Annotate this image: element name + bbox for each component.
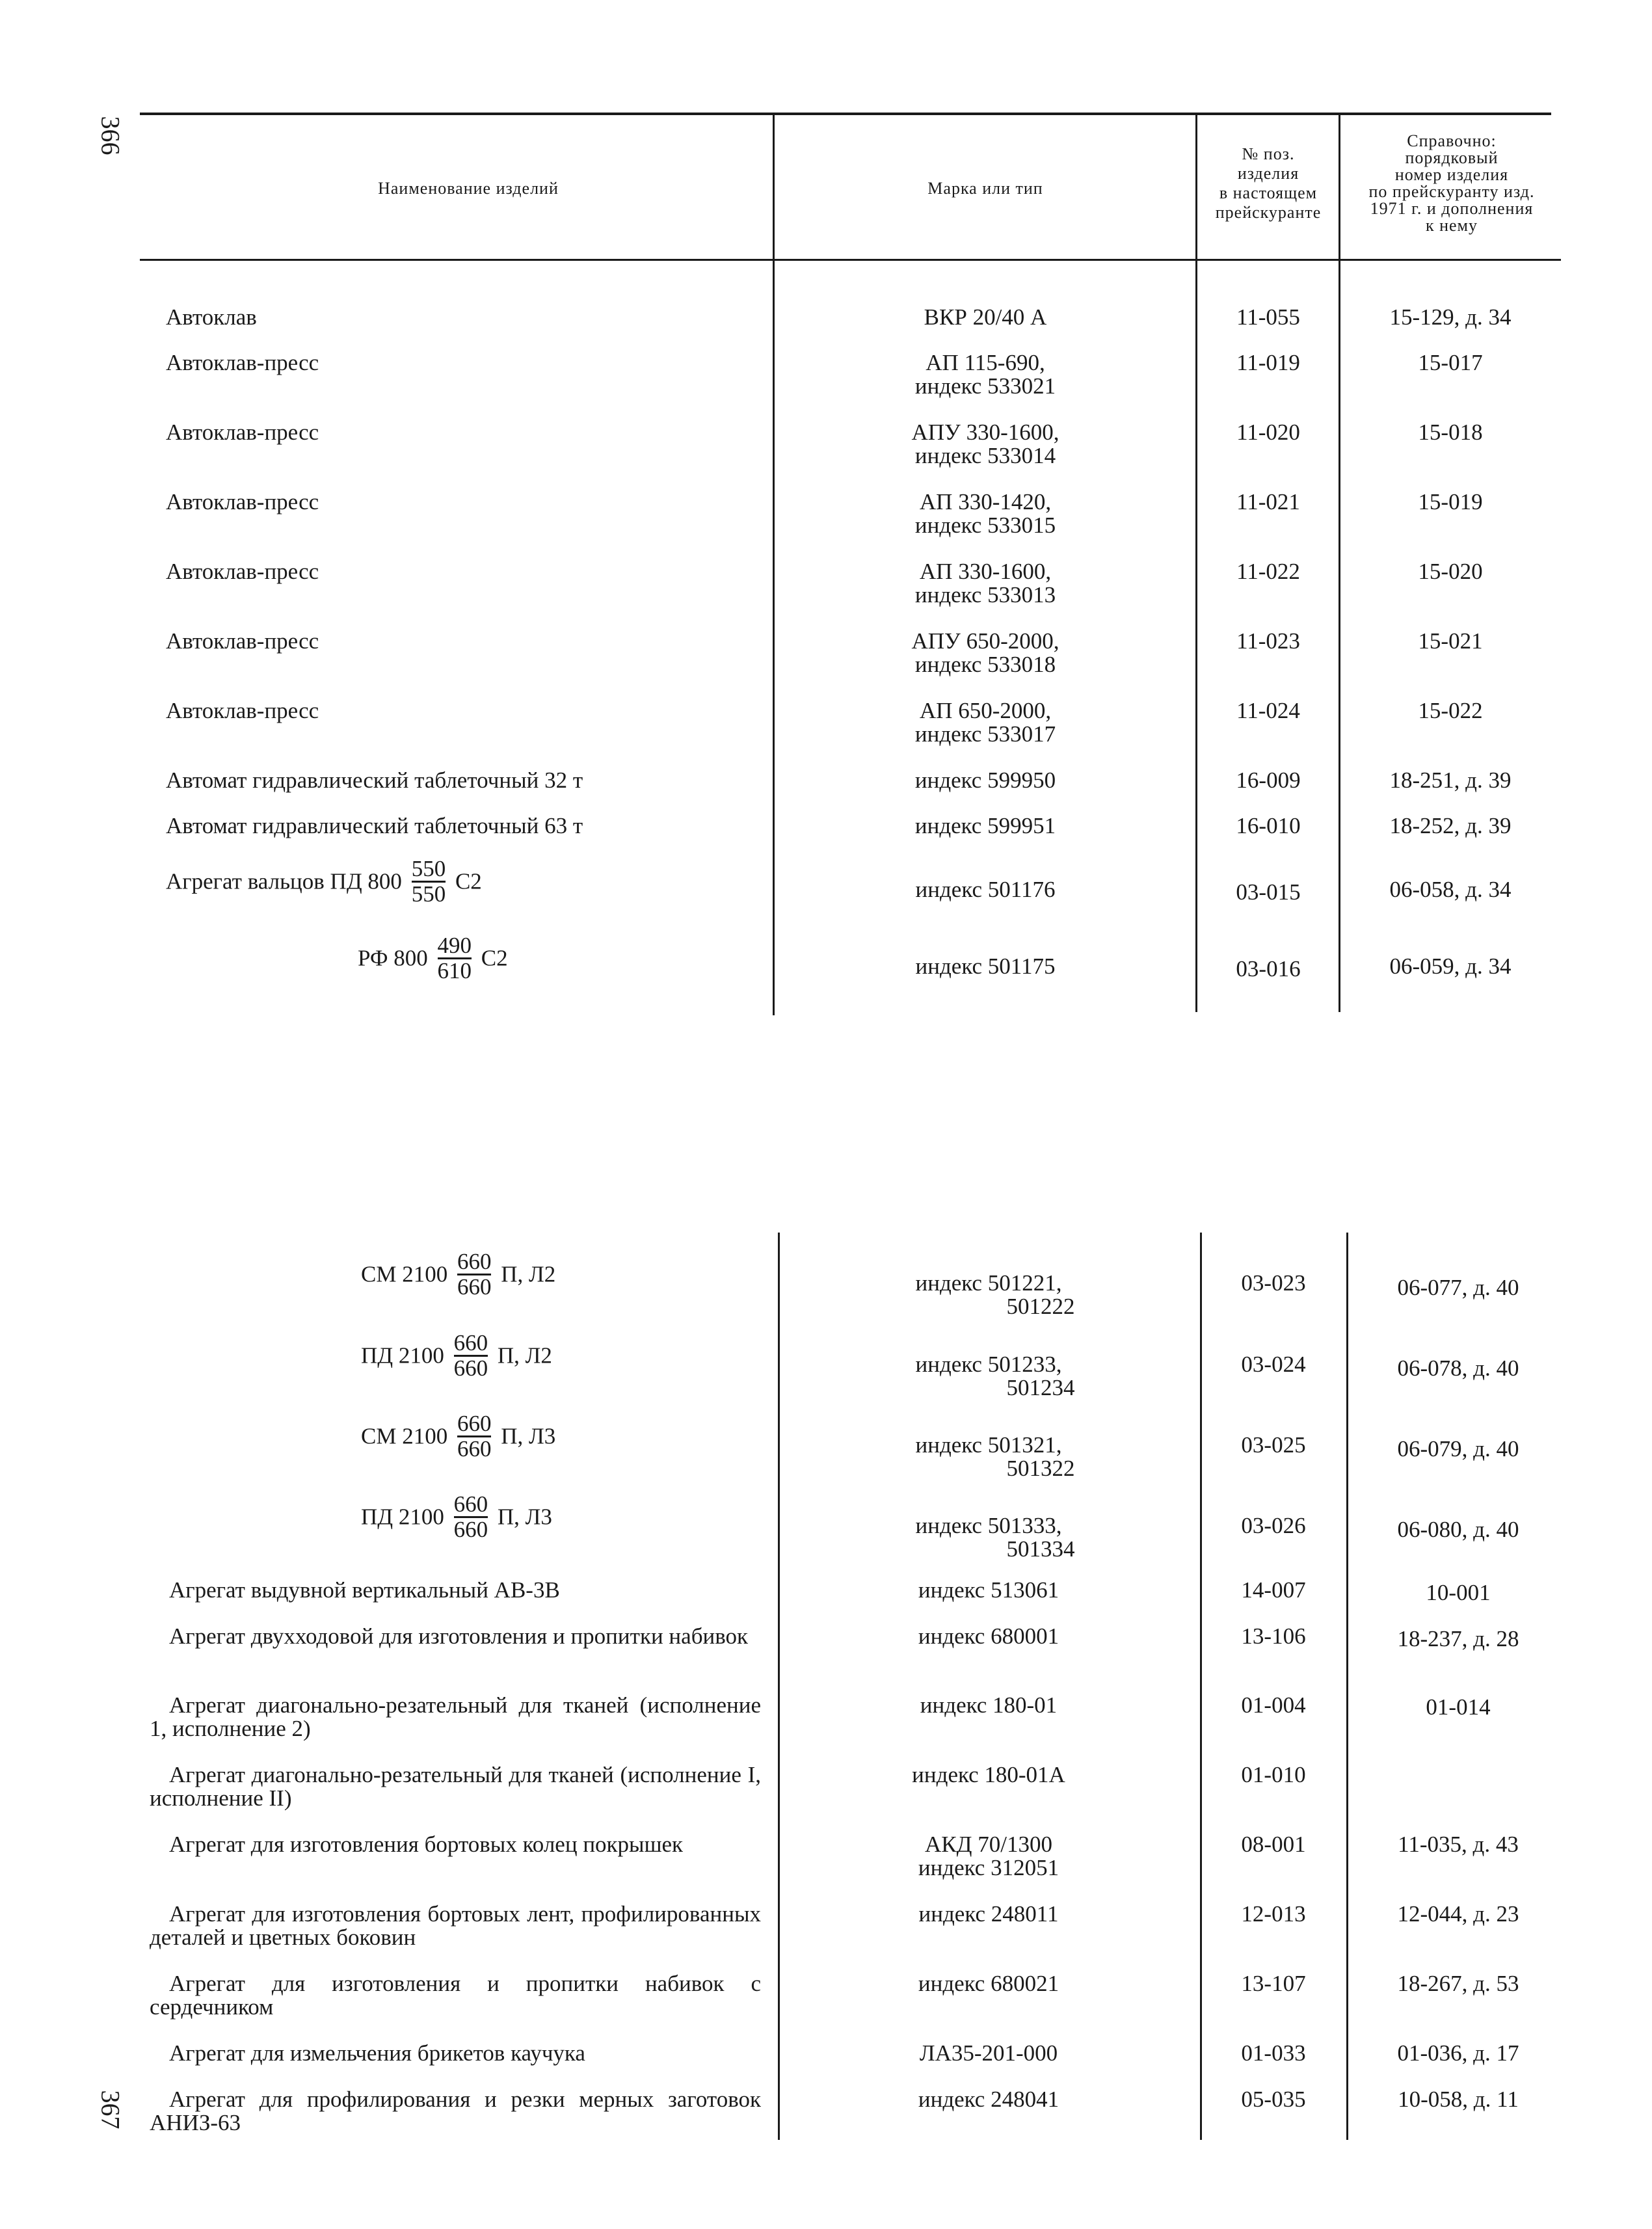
table-row-ref: 15-020	[1418, 559, 1483, 584]
table-row-pos: 03-015	[1236, 879, 1301, 905]
page-number-top: 366	[96, 116, 126, 155]
top-divider-1	[773, 261, 775, 1015]
table-row-ref: 15-129, д. 34	[1389, 304, 1512, 330]
table-row-mark: АПУ 650-2000,	[911, 628, 1059, 654]
table-row-name: Автоклав-пресс	[166, 350, 319, 375]
table-row-mark: индекс 501176	[915, 877, 1056, 902]
table-row-ref: 15-017	[1418, 350, 1483, 375]
table-row-pos: 03-024	[1241, 1352, 1306, 1377]
table-row-mark: индекс 680021	[918, 1971, 1059, 1996]
table-row-ref: 06-077, д. 40	[1397, 1275, 1519, 1300]
table-row-mark: индекс 513061	[918, 1577, 1059, 1603]
table-row-mark: индекс 180-01А	[912, 1762, 1065, 1787]
table-row-mark-2: 501322	[1006, 1456, 1075, 1481]
page-number-bottom: 367	[96, 2090, 126, 2129]
table-row-pos: 11-055	[1236, 304, 1300, 330]
table-row-mark-2: индекс 533013	[914, 582, 1056, 607]
table-row-ref: 15-019	[1418, 489, 1483, 514]
table-row-name: Агрегат диагонально-резательный для тканей (исполнение 1, исполнение 2)	[150, 1692, 761, 1741]
table-row-mark: ЛА35-201-000	[919, 2040, 1058, 2066]
table-row-ref: 18-237, д. 28	[1397, 1626, 1519, 1651]
table-row-mark: индекс 501333,	[915, 1513, 1062, 1538]
table-row-pos: 11-021	[1236, 489, 1300, 514]
table-row-name: Агрегат для профилирования и резки мерных заготовок АНИЗ-63	[150, 2087, 761, 2135]
table-row-ref: 06-078, д. 40	[1397, 1355, 1519, 1381]
table-row-name: Автоклав-пресс	[166, 628, 319, 654]
table-row-mark: АКД 70/1300	[925, 1832, 1052, 1857]
header-divider-3	[1339, 115, 1340, 259]
table-row-name: Автоклав-пресс	[166, 420, 319, 445]
table-row-pos: 13-106	[1241, 1623, 1306, 1649]
table-row-mark: индекс 248011	[918, 1901, 1059, 1927]
table-row-ref: 01-036, д. 17	[1397, 2040, 1519, 2066]
table-row-ref: 06-059, д. 34	[1389, 954, 1512, 979]
table-row-mark: АП 650-2000,	[919, 698, 1052, 723]
table-row-mark: индекс 501321,	[915, 1432, 1062, 1458]
table-row-name: Агрегат выдувной вертикальный АВ-3В	[169, 1577, 560, 1603]
table-row-ref: 15-021	[1418, 628, 1483, 654]
table-row-ref: 06-080, д. 40	[1397, 1517, 1519, 1542]
fraction-row-name: СМ 2100 $\frac{660}{660}$ П, Л2	[361, 1249, 556, 1300]
fraction-row-name: Агрегат вальцов ПД 800 $\frac{550}{550}$ С2	[166, 856, 482, 907]
table-row-name: Агрегат для изготовления бортовых колец покрышек	[169, 1832, 684, 1857]
table-row-mark-2: индекс 533014	[914, 443, 1056, 468]
table-row-name: Агрегат для изготовления и пропитки набивок с сердечником	[150, 1971, 761, 2020]
table-row-pos: 03-023	[1241, 1270, 1306, 1296]
fraction: $\frac{550}{550}$	[411, 856, 446, 907]
table-row-pos: 03-025	[1241, 1432, 1306, 1458]
table-row-pos: 12-013	[1241, 1901, 1306, 1927]
table-row-ref: 06-058, д. 34	[1389, 877, 1512, 902]
table-row-pos: 05-035	[1241, 2087, 1306, 2112]
table-row-name: Агрегат для измельчения брикетов каучука	[169, 2040, 585, 2066]
table-row-mark-2: индекс 533017	[914, 721, 1056, 747]
fraction-row-name: ПД 2100 $\frac{660}{660}$ П, Л3	[361, 1491, 552, 1542]
table-row-name: Автомат гидравлический таблеточный 63 т	[166, 813, 583, 838]
table-row-ref: 11-035, д. 43	[1398, 1832, 1519, 1857]
table-row-mark: индекс 501221,	[915, 1270, 1062, 1296]
table-row-mark-2: 501334	[1006, 1536, 1075, 1562]
table-row-ref: 15-018	[1418, 420, 1483, 445]
table-row-pos: 13-107	[1241, 1971, 1306, 1996]
table-row-pos: 01-033	[1241, 2040, 1306, 2066]
fraction: $\frac{660}{660}$	[453, 1491, 488, 1542]
table-row-ref: 18-251, д. 39	[1389, 767, 1512, 793]
table-row-mark: АП 330-1420,	[919, 489, 1052, 514]
table-row-mark: индекс 680001	[918, 1623, 1059, 1649]
table-row-name: Автоклав-пресс	[166, 698, 319, 723]
header-divider-2	[1195, 115, 1197, 259]
table-row-pos: 11-022	[1236, 559, 1300, 584]
table-row-mark-2: 501234	[1006, 1375, 1075, 1400]
table-row-mark: индекс 599950	[914, 767, 1056, 793]
header-name: Наименование изделий	[378, 179, 559, 198]
table-row-name: Агрегат диагонально-резательный для тканей (исполнение I, исполнение II)	[150, 1762, 761, 1811]
table-row-name: Агрегат двухходовой для изготовления и пропитки набивок	[169, 1623, 749, 1649]
table-row-ref: 01-014	[1426, 1694, 1491, 1720]
table-row-ref: 10-001	[1426, 1580, 1491, 1605]
table-row-mark: индекс 248041	[918, 2087, 1059, 2112]
table-row-mark-2: индекс 533021	[914, 373, 1056, 399]
table-row-name: Автоклав-пресс	[166, 489, 319, 514]
table-row-pos: 11-020	[1236, 420, 1300, 445]
header-divider-1	[773, 115, 775, 259]
table-row-ref: 15-022	[1418, 698, 1483, 723]
fraction-row-name: РФ 800 $\frac{490}{610}$ С2	[358, 933, 508, 983]
table-row-name: Агрегат для изготовления бортовых лент, профилированных деталей и цветных боковин	[150, 1901, 761, 1950]
fraction: $\frac{490}{610}$	[437, 933, 472, 983]
table-row-name: Автоклав	[166, 304, 257, 330]
table-row-pos: 08-001	[1241, 1832, 1306, 1857]
table-row-mark-2: индекс 312051	[918, 1855, 1059, 1880]
table-row-ref: 18-252, д. 39	[1389, 813, 1512, 838]
table-row-pos: 01-010	[1241, 1762, 1306, 1787]
table-row-name: Автоклав-пресс	[166, 559, 319, 584]
table-row-mark: АПУ 330-1600,	[911, 420, 1059, 445]
fraction-row-name: ПД 2100 $\frac{660}{660}$ П, Л2	[361, 1330, 552, 1381]
header-bottom-rule	[140, 259, 1561, 261]
table-row-mark: ВКР 20/40 А	[924, 304, 1047, 330]
fraction-row-name: СМ 2100 $\frac{660}{660}$ П, Л3	[361, 1411, 556, 1462]
header-ref: Справочно: порядковый номер изделия по прейскуранту изд. 1971 г. и дополнения к нему	[1368, 131, 1535, 235]
table-row-pos: 14-007	[1241, 1577, 1306, 1603]
header-pos: № поз. изделия в настоящем прейскуранте	[1215, 144, 1322, 222]
table-row-name: Автомат гидравлический таблеточный 32 т	[166, 767, 583, 793]
table-row-pos: 11-024	[1236, 698, 1300, 723]
table-row-pos: 11-023	[1236, 628, 1300, 654]
table-row-mark: АП 330-1600,	[919, 559, 1052, 584]
fraction: $\frac{660}{660}$	[453, 1330, 488, 1381]
table-row-mark-2: 501222	[1006, 1294, 1075, 1319]
fraction: $\frac{660}{660}$	[457, 1411, 492, 1462]
table-row-ref: 10-058, д. 11	[1398, 2087, 1519, 2112]
table-row-mark: индекс 180-01	[920, 1692, 1058, 1718]
table-row-mark: индекс 501175	[915, 954, 1056, 979]
table-row-ref: 18-267, д. 53	[1397, 1971, 1519, 1996]
table-row-mark: индекс 501233,	[915, 1352, 1062, 1377]
bottom-divider-1	[778, 1233, 780, 2140]
table-row-pos: 01-004	[1241, 1692, 1306, 1718]
table-row-pos: 16-009	[1236, 767, 1301, 793]
table-row-mark-2: индекс 533015	[914, 513, 1056, 538]
header-mark: Марка или тип	[927, 179, 1043, 198]
table-row-mark-2: индекс 533018	[914, 652, 1056, 677]
table-row-mark: индекс 599951	[914, 813, 1056, 838]
table-row-pos: 03-016	[1236, 956, 1301, 981]
table-row-mark: АП 115-690,	[926, 350, 1045, 375]
table-row-pos: 11-019	[1236, 350, 1300, 375]
fraction: $\frac{660}{660}$	[457, 1249, 492, 1300]
table-row-ref: 06-079, д. 40	[1397, 1436, 1519, 1462]
table-row-ref: 12-044, д. 23	[1397, 1901, 1519, 1927]
table-row-pos: 03-026	[1241, 1513, 1306, 1538]
table-row-pos: 16-010	[1236, 813, 1301, 838]
